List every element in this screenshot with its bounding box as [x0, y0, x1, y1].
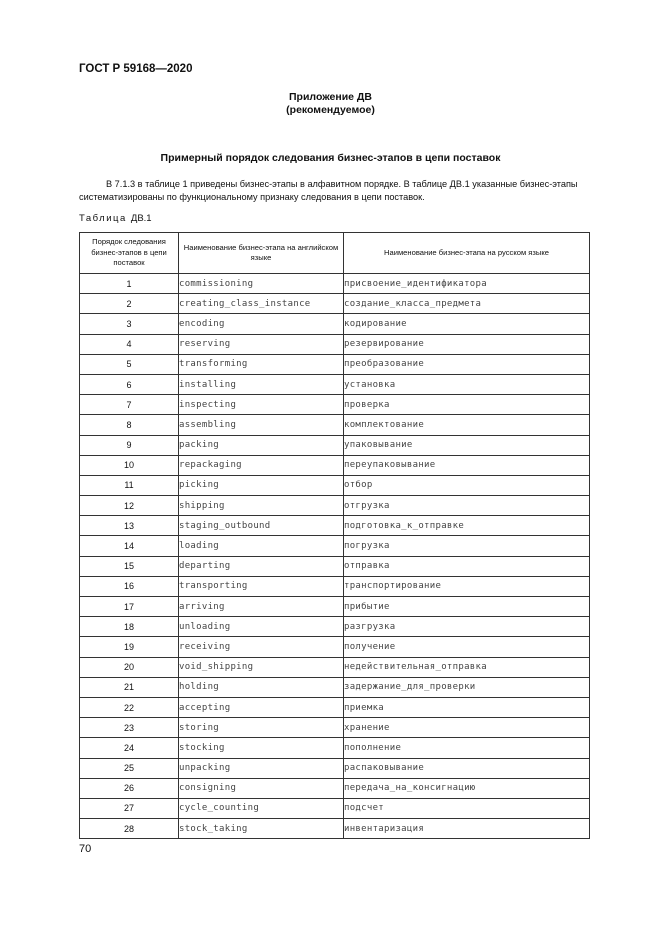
row-number: 6 — [80, 374, 179, 394]
table-row — [80, 778, 590, 798]
table-row — [80, 334, 590, 354]
section-title: Примерный порядок следования бизнес-этапов в цепи поставок — [160, 152, 501, 164]
row-english-name: storing — [179, 718, 344, 738]
table-row — [80, 314, 590, 334]
row-russian-name: передача_на_консигнацию — [344, 778, 590, 798]
row-english-name: packing — [179, 435, 344, 455]
row-english-name: accepting — [179, 697, 344, 717]
row-russian-name: отгрузка — [344, 496, 590, 516]
row-russian-name: подготовка_к_отправке — [344, 516, 590, 536]
row-english-name: staging_outbound — [179, 516, 344, 536]
row-english-name: departing — [179, 556, 344, 576]
table-caption-word: Таблица — [79, 213, 127, 224]
document-code: ГОСТ Р 59168—2020 — [79, 63, 193, 75]
appendix-heading — [0, 91, 661, 117]
row-number: 18 — [80, 617, 179, 637]
row-number: 14 — [80, 536, 179, 556]
table-row — [80, 496, 590, 516]
table-row — [80, 738, 590, 758]
row-english-name: inspecting — [179, 395, 344, 415]
row-number: 16 — [80, 576, 179, 596]
table-row — [80, 677, 590, 697]
appendix-title: Приложение ДВ — [289, 91, 372, 103]
table-row — [80, 374, 590, 394]
row-english-name: commissioning — [179, 274, 344, 294]
row-number: 8 — [80, 415, 179, 435]
row-russian-name: преобразование — [344, 354, 590, 374]
table-caption-number: ДВ.1 — [130, 213, 152, 224]
row-english-name: receiving — [179, 637, 344, 657]
row-number: 13 — [80, 516, 179, 536]
row-russian-name: проверка — [344, 395, 590, 415]
row-number: 4 — [80, 334, 179, 354]
header-russian-name: Наименование бизнес-этапа на русском языке — [344, 233, 590, 274]
table-row — [80, 455, 590, 475]
table-row — [80, 758, 590, 778]
row-number: 9 — [80, 435, 179, 455]
table-row — [80, 274, 590, 294]
row-number: 27 — [80, 798, 179, 818]
row-english-name: transforming — [179, 354, 344, 374]
table-row — [80, 516, 590, 536]
row-russian-name: распаковывание — [344, 758, 590, 778]
table-row — [80, 637, 590, 657]
row-english-name: assembling — [179, 415, 344, 435]
table-row — [80, 556, 590, 576]
row-english-name: repackaging — [179, 455, 344, 475]
table-row — [80, 395, 590, 415]
row-russian-name: задержание_для_проверки — [344, 677, 590, 697]
row-english-name: picking — [179, 475, 344, 495]
row-russian-name: отправка — [344, 556, 590, 576]
row-russian-name: создание_класса_предмета — [344, 294, 590, 314]
table-row — [80, 354, 590, 374]
row-russian-name: резервирование — [344, 334, 590, 354]
table-row — [80, 435, 590, 455]
table-row — [80, 617, 590, 637]
table-row — [80, 657, 590, 677]
row-number: 24 — [80, 738, 179, 758]
row-russian-name: упаковывание — [344, 435, 590, 455]
table-row — [80, 697, 590, 717]
appendix-subtitle: (рекомендуемое) — [286, 104, 375, 116]
row-number: 10 — [80, 455, 179, 475]
table-row — [80, 294, 590, 314]
row-english-name: stock_taking — [179, 819, 344, 839]
row-number: 23 — [80, 718, 179, 738]
row-number: 19 — [80, 637, 179, 657]
row-russian-name: приемка — [344, 697, 590, 717]
row-number: 21 — [80, 677, 179, 697]
row-english-name: reserving — [179, 334, 344, 354]
row-english-name: unpacking — [179, 758, 344, 778]
row-number: 11 — [80, 475, 179, 495]
row-russian-name: разгрузка — [344, 617, 590, 637]
row-russian-name: инвентаризация — [344, 819, 590, 839]
page-number: 70 — [79, 843, 92, 855]
table-caption — [79, 213, 152, 224]
row-russian-name: прибытие — [344, 597, 590, 617]
row-russian-name: кодирование — [344, 314, 590, 334]
row-number: 1 — [80, 274, 179, 294]
row-russian-name: получение — [344, 637, 590, 657]
row-number: 12 — [80, 496, 179, 516]
row-number: 2 — [80, 294, 179, 314]
row-number: 3 — [80, 314, 179, 334]
row-number: 22 — [80, 697, 179, 717]
row-number: 25 — [80, 758, 179, 778]
row-english-name: consigning — [179, 778, 344, 798]
business-steps-table — [79, 232, 590, 839]
row-number: 17 — [80, 597, 179, 617]
row-english-name: void_shipping — [179, 657, 344, 677]
header-order: Порядок следования бизнес-этапов в цепи поставок — [80, 233, 179, 274]
row-english-name: transporting — [179, 576, 344, 596]
table-row — [80, 576, 590, 596]
table-row — [80, 597, 590, 617]
row-russian-name: недействительная_отправка — [344, 657, 590, 677]
row-number: 15 — [80, 556, 179, 576]
row-russian-name: отбор — [344, 475, 590, 495]
row-russian-name: пополнение — [344, 738, 590, 758]
table-body — [80, 274, 590, 839]
row-english-name: shipping — [179, 496, 344, 516]
table-row — [80, 819, 590, 839]
row-english-name: creating_class_instance — [179, 294, 344, 314]
table-row — [80, 475, 590, 495]
row-russian-name: транспортирование — [344, 576, 590, 596]
row-english-name: stocking — [179, 738, 344, 758]
row-english-name: arriving — [179, 597, 344, 617]
row-english-name: installing — [179, 374, 344, 394]
intro-paragraph — [79, 178, 587, 203]
row-russian-name: комплектование — [344, 415, 590, 435]
table-row — [80, 798, 590, 818]
table-header-row — [80, 233, 590, 274]
row-russian-name: присвоение_идентификатора — [344, 274, 590, 294]
row-english-name: cycle_counting — [179, 798, 344, 818]
row-number: 5 — [80, 354, 179, 374]
row-number: 26 — [80, 778, 179, 798]
row-english-name: unloading — [179, 617, 344, 637]
row-russian-name: погрузка — [344, 536, 590, 556]
row-russian-name: хранение — [344, 718, 590, 738]
table-row — [80, 718, 590, 738]
table-row — [80, 536, 590, 556]
row-russian-name: переупаковывание — [344, 455, 590, 475]
row-number: 20 — [80, 657, 179, 677]
row-english-name: loading — [179, 536, 344, 556]
row-russian-name: подсчет — [344, 798, 590, 818]
row-number: 28 — [80, 819, 179, 839]
row-english-name: encoding — [179, 314, 344, 334]
table-row — [80, 415, 590, 435]
intro-text: В 7.1.3 в таблице 1 приведены бизнес-этапы в алфавитном порядке. В таблице ДВ.1 указанные бизнес-этапы систематизированы по функциональному признаку следования в цепи поставок. — [79, 179, 578, 202]
row-number: 7 — [80, 395, 179, 415]
row-russian-name: установка — [344, 374, 590, 394]
header-english-name: Наименование бизнес-этапа на английском языке — [179, 233, 344, 274]
row-english-name: holding — [179, 677, 344, 697]
